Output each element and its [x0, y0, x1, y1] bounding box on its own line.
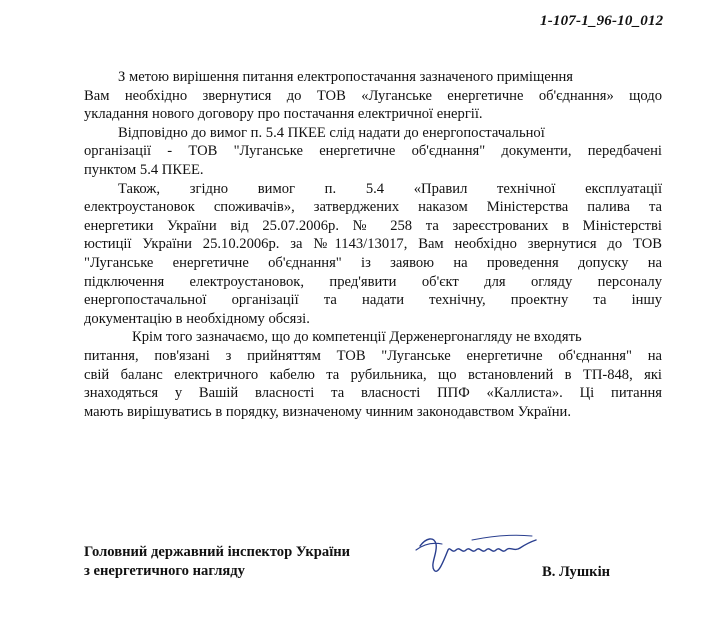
text-line: укладання нового договору про постачання електричної енергії. [84, 106, 483, 123]
text-line: підключення електроустановок, пред'явити об'єкт для огляду персоналу [84, 273, 662, 290]
document-id: 1-107-1_96-10_012 [540, 13, 664, 29]
text-line: енергетики України від 25.07.2006р. № 258 та зареєстрованих в Міністерстві [84, 217, 662, 234]
letter-body [84, 68, 662, 421]
text-line: "Луганське енергетичне об'єднання" із заявою на проведення допуску на [84, 254, 662, 271]
text-line: Також, згідно вимог п. 5.4 «Правил технічної експлуатації [118, 180, 662, 197]
text-line: електроустановок споживачів», затверджених наказом Міністерства палива та [84, 199, 662, 216]
text-line: пунктом 5.4 ПКЕЕ. [84, 161, 204, 178]
text-line: питання, пов'язані з прийняттям ТОВ "Луганське енергетичне об'єднання" на [84, 347, 662, 364]
signatory-title-line: з енергетичного нагляду [84, 563, 245, 579]
text-line: енергопостачальної організації та надати технічну, проектну та іншу [84, 292, 662, 309]
text-line: документацію в необхідному обсязі. [84, 310, 310, 327]
signer-name: В. Лушкін [542, 564, 611, 580]
signatory-title [84, 543, 350, 581]
text-line: Відповідно до вимог п. 5.4 ПКЕЕ слід надати до енергопостачальної [118, 124, 545, 141]
handwritten-signature [412, 520, 542, 580]
text-line: мають вирішуватись в порядку, визначеному чинним законодавством України. [84, 403, 571, 420]
signatory-title-line: Головний державний інспектор України [84, 544, 351, 560]
text-line: Вам необхідно звернутися до ТОВ «Луганське енергетичне об'єднання» щодо [84, 87, 662, 104]
text-line: юстиції України 25.10.2006р. за №1143/13017, Вам необхідно звернутися до ТОВ [84, 236, 662, 253]
text-line: знаходяться у Вашій власності та власності ППФ «Каллиста». Ці питання [84, 385, 662, 402]
text-line: свій баланс електричного кабелю та рубильника, що встановлений в ТП-848, які [84, 366, 662, 383]
text-line: організації - ТОВ "Луганське енергетичне об'єднання" документи, передбачені [84, 143, 662, 160]
text-line: З метою вирішення питання електропостачання зазначеного приміщення [118, 69, 574, 85]
text-line: Крім того зазначаємо, що до компетенції Держенергонагляду не входять [132, 329, 582, 346]
